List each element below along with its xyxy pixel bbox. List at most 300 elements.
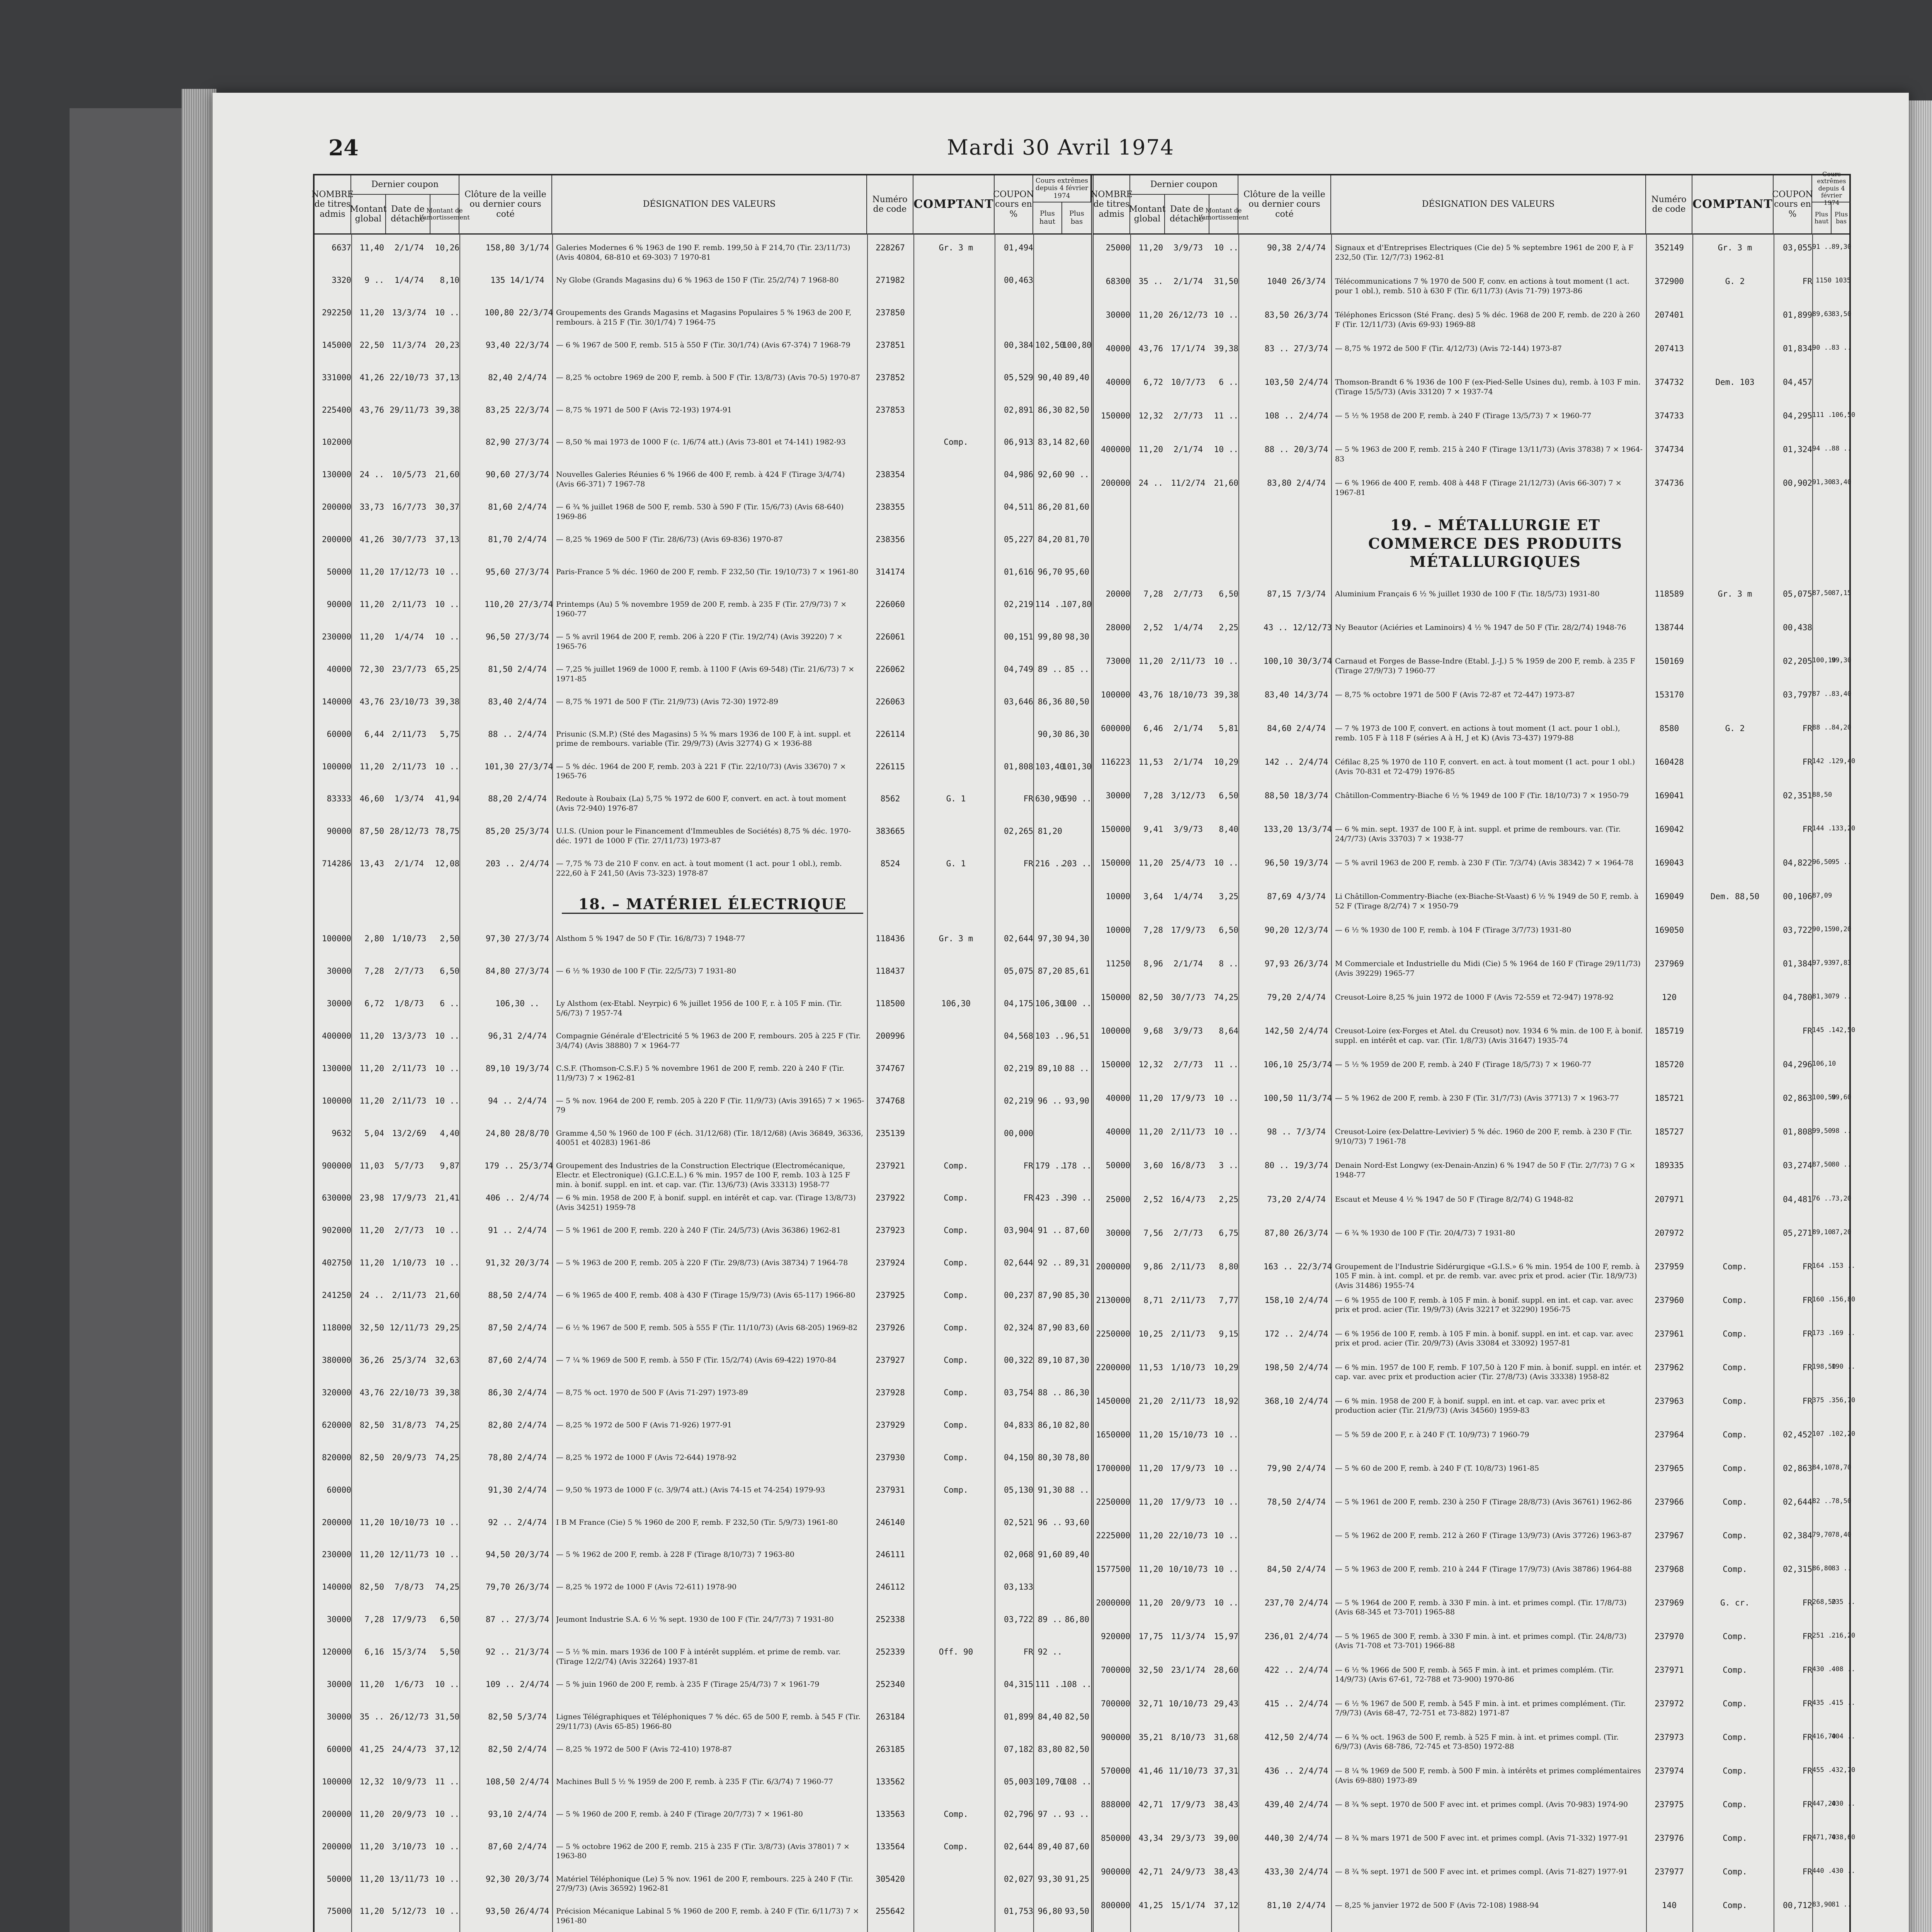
- header-designation: DÉSIGNATION DES VALEURS: [552, 175, 867, 233]
- cell-code: 237923: [876, 1226, 905, 1235]
- cell-titres: 150000: [1101, 1060, 1130, 1070]
- cell-titres: 116223: [1101, 757, 1130, 767]
- cell-mont2: 10 ..: [435, 1680, 459, 1689]
- cell-clot: 433,30 2/4/74: [1264, 1867, 1328, 1876]
- cell-desig: — 6 ¾ % 1930 de 100 F (Tir. 20/4/73) 7 1931-80: [1335, 1228, 1515, 1237]
- cell-clot: 93,10 2/4/74: [488, 1809, 547, 1819]
- page-date: Mardi 30 Avril 1974: [947, 135, 1175, 160]
- cell-clot: 108,50 2/4/74: [485, 1777, 549, 1786]
- cell-clot: 106,30 ..: [495, 999, 539, 1008]
- cell-code: 237965: [1655, 1463, 1684, 1473]
- cell-titres: 700000: [1101, 1665, 1130, 1675]
- cell-desig: — 5 % 1962 de 200 F, remb. à 228 F (Tirage 8/10/73) 7 1963-80: [556, 1550, 794, 1559]
- cell-mont2: 10 ..: [435, 632, 459, 641]
- table-row: [1094, 757, 1855, 791]
- cell-comptant: Comp.: [1723, 1631, 1747, 1641]
- cell-comptant: Comp.: [944, 1258, 968, 1268]
- header-plus-bas: Plus bas: [1069, 209, 1084, 226]
- cell-bas: 169 ..: [1832, 1329, 1855, 1337]
- cell-titres: 920000: [1101, 1631, 1130, 1641]
- cell-desig: Téléphones Ericsson (Sté Franç. des) 5 % déc. 1968 de 200 F, remb. de 220 à 260 F (Tir. 12/11/73) (Avis 69-93) 1969-88: [1335, 311, 1640, 329]
- cell-montant: 11,20: [359, 1809, 384, 1819]
- cell-date: 2/7/73: [1173, 589, 1203, 599]
- cell-titres: 100000: [322, 1777, 351, 1786]
- cell-code: 140: [1662, 1900, 1677, 1910]
- cell-titres: 150000: [1101, 993, 1130, 1002]
- cell-comptant: 106,30: [941, 999, 971, 1008]
- cell-montant: 41,25: [359, 1744, 384, 1754]
- cell-montant: 12,32: [359, 1777, 384, 1786]
- cell-desig: — 5 % 60 de 200 F, remb. à 240 F (T. 10/8/73) 1961-85: [1335, 1464, 1539, 1473]
- cell-clot: 81,60 2/4/74: [488, 502, 547, 512]
- cell-mont2: 39,00: [1214, 1833, 1238, 1843]
- cell-clot: 440,30 2/4/74: [1264, 1833, 1328, 1843]
- cell-mont2: 8,80: [1219, 1262, 1238, 1271]
- table-row: [1094, 1362, 1855, 1396]
- table-row: [1094, 1497, 1852, 1531]
- cell-montant: 11,20: [1138, 1598, 1163, 1607]
- cell-clot: 81,50 2/4/74: [488, 664, 547, 674]
- cell-titres: 200000: [322, 1842, 351, 1851]
- table-row: [315, 999, 1091, 1031]
- cell-montant: 11,20: [1138, 1430, 1163, 1439]
- cell-date: 29/3/73: [1171, 1833, 1206, 1843]
- cell-cours: 02,863: [1783, 1094, 1812, 1103]
- cell-date: 17/9/73: [1171, 925, 1206, 935]
- cell-cours: 03,797: [1783, 690, 1812, 700]
- cell-desig: Jeumont Industrie S.A. 6 ½ % sept. 1930 de 100 F (Tir. 24/7/73) 7 1931-80: [556, 1615, 834, 1624]
- cell-desig: — 6 % min. 1958 de 200 F, à bonif. suppl. en intérêt et cap. var. (Tirage 13/8/73) (Avis 34251) 1959-78: [556, 1194, 856, 1212]
- cell-mont2: 11 ..: [1214, 1060, 1238, 1070]
- cell-clot: 79,20 2/4/74: [1267, 993, 1326, 1002]
- cell-mont2: 10 ..: [435, 1809, 459, 1819]
- cell-desig: — 5 % 1963 de 200 F, remb. 215 à 240 F (Tirage 13/11/73) (Avis 37838) 7 × 1964-83: [1335, 445, 1643, 463]
- cell-titres: 60000: [327, 1485, 351, 1495]
- cell-bas: 78,50: [1832, 1497, 1852, 1505]
- table-row: [1094, 1228, 1852, 1262]
- cell-titres: 100000: [322, 934, 351, 944]
- cell-date: 2/1/74: [1173, 445, 1203, 454]
- cell-bas: 79 ..: [1832, 993, 1852, 1001]
- cell-titres: 140000: [322, 1582, 351, 1592]
- cell-cours: FR: [1023, 794, 1033, 804]
- cell-bas: 78,70: [1832, 1463, 1852, 1471]
- cell-cours: FR: [1802, 825, 1812, 834]
- cell-cours: 04,568: [1004, 1031, 1033, 1041]
- cell-haut: 111 ..: [1812, 411, 1836, 419]
- cell-clot: 406 .. 2/4/74: [485, 1193, 549, 1203]
- cell-titres: 102000: [322, 437, 351, 447]
- cell-mont2: 10 ..: [435, 1096, 459, 1105]
- cell-desig: — 5 % nov. 1964 de 200 F, remb. 205 à 220 F (Tir. 11/9/73) (Avis 39165) 7 × 1965-79: [556, 1096, 864, 1115]
- cell-titres: 68300: [1105, 277, 1130, 286]
- table-row: [315, 1031, 1091, 1064]
- cell-clot: 96,50 27/3/74: [485, 632, 549, 641]
- cell-bas: 108 ..: [1062, 1680, 1092, 1689]
- cell-date: 3/12/73: [1171, 791, 1206, 801]
- cell-clot: 412,50 2/4/74: [1264, 1732, 1328, 1742]
- cell-montant: 82,50: [359, 1452, 384, 1462]
- cell-bas: 98 ..: [1832, 1127, 1852, 1135]
- cell-haut: 87,50: [1812, 589, 1832, 597]
- cell-cours: 02,521: [1004, 1517, 1033, 1527]
- cell-desig: Redoute à Roubaix (La) 5,75 % 1972 de 600 F, convert. en act. à tout moment (Avis 72-940) 1976-87: [556, 794, 846, 813]
- cell-code: 185721: [1655, 1094, 1684, 1103]
- cell-mont2: 5,81: [1219, 724, 1238, 733]
- cell-desig: — 8,25 % 1972 de 1000 F (Avis 72-644) 1978-92: [556, 1453, 737, 1462]
- cell-montant: 43,76: [359, 697, 384, 706]
- cell-haut: 87,90: [1037, 1323, 1062, 1333]
- cell-clot: 97,30 27/3/74: [485, 934, 549, 944]
- cell-montant: 11,20: [359, 600, 384, 609]
- cell-haut: 97 ..: [1037, 1809, 1062, 1819]
- cell-haut: 179 ..: [1035, 1161, 1065, 1170]
- cell-date: 23/7/73: [392, 664, 427, 674]
- cell-montant: 43,76: [359, 405, 384, 415]
- table-row: [1094, 1463, 1852, 1497]
- cell-mont2: 10 ..: [435, 1874, 459, 1884]
- cell-mont2: 10 ..: [435, 1226, 459, 1235]
- cell-cours: 03,722: [1783, 925, 1812, 935]
- cell-titres: 30000: [1105, 1228, 1130, 1238]
- cell-code: 8562: [880, 794, 900, 804]
- cell-montant: 43,34: [1138, 1833, 1163, 1843]
- cell-cours: FR: [1023, 859, 1033, 869]
- table-row: [315, 632, 1091, 665]
- cell-clot: 203 .. 2/4/74: [485, 859, 549, 869]
- cell-haut: 86,20: [1037, 502, 1062, 512]
- cell-bas: 85,61: [1065, 966, 1089, 976]
- table-row: [315, 567, 1091, 600]
- cell-mont2: 10 ..: [435, 1031, 459, 1041]
- cell-haut: 87,90: [1037, 1291, 1062, 1300]
- cell-haut: 142 ..: [1812, 757, 1836, 765]
- cell-clot: 179 .. 25/3/74: [485, 1161, 553, 1170]
- cell-comptant: Dem. 103: [1715, 378, 1755, 387]
- cell-montant: 7,56: [1143, 1228, 1163, 1238]
- cell-montant: 42,71: [1138, 1867, 1163, 1876]
- cell-desig: I B M France (Cie) 5 % 1960 de 200 F, remb. F 232,50 (Tir. 5/9/73) 1961-80: [556, 1518, 838, 1527]
- cell-mont2: 78,75: [435, 827, 459, 836]
- cell-titres: 40000: [1105, 344, 1130, 354]
- cell-code: 237967: [1655, 1531, 1684, 1540]
- cell-mont2: 10 ..: [1214, 1094, 1238, 1103]
- cell-cours: 02,891: [1004, 405, 1033, 415]
- cell-cours: FR: [1802, 1362, 1812, 1372]
- cell-code: 271982: [876, 275, 905, 285]
- cell-clot: 198,50 2/4/74: [1264, 1362, 1328, 1372]
- cell-bas: 96,51: [1065, 1031, 1089, 1041]
- cell-titres: 600000: [1101, 724, 1130, 733]
- cell-haut: 89,10: [1812, 1228, 1832, 1236]
- cell-comptant: Comp.: [1723, 1867, 1747, 1876]
- cell-clot: 101,30 27/3/74: [485, 762, 553, 771]
- cell-code: 314174: [876, 567, 905, 577]
- cell-clot: 87,15 7/3/74: [1267, 589, 1326, 599]
- cell-desig: Machines Bull 5 ½ % 1959 de 200 F, remb. à 235 F (Tir. 6/3/74) 7 1960-77: [556, 1777, 833, 1786]
- cell-montant: 2,80: [364, 934, 384, 944]
- cell-clot: 90,20 12/3/74: [1264, 925, 1328, 935]
- cell-cours: 02,384: [1783, 1531, 1812, 1540]
- cell-desig: — 5 ½ % 1959 de 200 F, remb. à 240 F (Tirage 18/5/73) 7 × 1960-77: [1335, 1060, 1592, 1069]
- cell-bas: 590 ..: [1062, 794, 1092, 804]
- cell-comptant: Comp.: [944, 1388, 968, 1397]
- cell-desig: Ly Alsthom (ex-Etabl. Neyrpic) 6 % juillet 1956 de 100 F, r. à 105 F min. (Tir. 5/6/73) 7 1957-74: [556, 999, 842, 1017]
- cell-comptant: Comp.: [944, 1452, 968, 1462]
- cell-bas: 93,90: [1065, 1096, 1089, 1105]
- cell-mont2: 30,37: [435, 502, 459, 512]
- cell-clot: 142,50 2/4/74: [1264, 1026, 1328, 1036]
- table-row: [1094, 1329, 1855, 1363]
- cell-desig: Ny Globe (Grands Magasins du) 6 % 1963 de 150 F (Tir. 25/2/74) 7 1968-80: [556, 276, 839, 284]
- header-montant-amort: Montant de l'amortissement: [430, 195, 459, 233]
- cell-clot: 98 .. 7/3/74: [1267, 1127, 1326, 1137]
- cell-date: 10/5/73: [392, 470, 427, 480]
- cell-cours: FR: [1802, 1867, 1812, 1876]
- cell-code: 237925: [876, 1291, 905, 1300]
- table-row: [315, 600, 1091, 632]
- cell-montant: 11,20: [1138, 1531, 1163, 1540]
- cell-bas: 203 ..: [1062, 859, 1092, 869]
- cell-date: 15/3/74: [392, 1647, 427, 1657]
- table-row: [315, 665, 1091, 697]
- cell-code: 226061: [876, 632, 905, 641]
- table-row: [315, 437, 1091, 470]
- cell-comptant: Off. 90: [939, 1647, 973, 1657]
- cell-mont2: 5,75: [440, 729, 459, 739]
- cell-titres: 400000: [1101, 445, 1130, 454]
- cell-haut: 90,40: [1037, 372, 1062, 382]
- cell-desig: — 8,25 % 1972 de 1000 F (Avis 72-611) 1978-90: [556, 1583, 737, 1592]
- cell-cours: 02,644: [1004, 1258, 1033, 1268]
- cell-clot: 103,50 2/4/74: [1264, 378, 1328, 387]
- header-plus-bas: Plus bas: [1834, 210, 1848, 225]
- cell-cours: 04,315: [1004, 1680, 1033, 1689]
- cell-mont2: 10 ..: [1214, 1598, 1238, 1607]
- cell-montant: 12,32: [1138, 1060, 1163, 1070]
- cell-haut: 216 ..: [1035, 859, 1065, 869]
- cell-code: 237975: [1655, 1799, 1684, 1809]
- cell-mont2: 74,25: [435, 1582, 459, 1592]
- cell-code: 263184: [876, 1712, 905, 1721]
- table-row: [315, 1064, 1091, 1096]
- cell-desig: — 7,75 % 73 de 210 F conv. en act. à tout moment (1 act. pour 1 obl.), remb. 222,60 à F 241,50 (Avis 73-323) 1978-87: [556, 859, 842, 878]
- table-row: [315, 470, 1091, 502]
- cell-haut: 82 ..: [1812, 1497, 1832, 1505]
- cell-mont2: 10 ..: [1214, 656, 1238, 666]
- cell-comptant: Comp.: [1723, 1833, 1747, 1843]
- page-stack-right: [1909, 100, 1932, 1932]
- cell-montant: 11,20: [359, 1096, 384, 1105]
- cell-date: 11/3/74: [392, 340, 427, 350]
- cell-haut: 455 ..: [1812, 1766, 1836, 1774]
- cell-desig: — 5 % avril 1964 de 200 F, remb. 206 à 220 F (Tir. 19/2/74) (Avis 39220) 7 × 1965-76: [556, 632, 843, 651]
- cell-date: 2/11/73: [1171, 1127, 1206, 1137]
- cell-date: 13/11/73: [389, 1874, 429, 1884]
- cell-date: 2/11/73: [392, 600, 427, 609]
- header-cloture: Clôture de la veille ou dernier cours coté: [1238, 175, 1331, 233]
- cell-cours: 00,106: [1783, 892, 1812, 901]
- cell-titres: 60000: [327, 1744, 351, 1754]
- cell-cours: 02,644: [1004, 934, 1033, 944]
- cell-cours: FR: [1023, 1193, 1033, 1203]
- table-row: [1094, 1833, 1855, 1867]
- cell-code: 237961: [1655, 1329, 1684, 1338]
- cell-cours: FR: [1802, 724, 1812, 733]
- cell-code: 237960: [1655, 1295, 1684, 1305]
- cell-cours: 00,712: [1783, 1900, 1812, 1910]
- cell-cours: 01,324: [1783, 445, 1812, 454]
- cell-clot: 85,20 25/3/74: [485, 827, 549, 836]
- table-row: [1094, 1564, 1852, 1598]
- cell-montant: 11,20: [1138, 1497, 1163, 1507]
- cell-cours: 05,003: [1004, 1777, 1033, 1786]
- cell-date: 24/9/73: [1171, 1867, 1206, 1876]
- cell-desig: — 6 % min. sept. 1937 de 100 F, à int. suppl. et prime de rembours. var. (Tir. 24/7/73) (Avis 33703) 7 × 1938-77: [1335, 825, 1621, 843]
- cell-bas: 88 ..: [1065, 1063, 1089, 1073]
- table-row: [315, 308, 1091, 340]
- cell-clot: 133,20 13/3/74: [1264, 825, 1332, 834]
- cell-comptant: Comp.: [944, 1485, 968, 1495]
- cell-haut: 109,70: [1035, 1777, 1065, 1786]
- cell-haut: 89,10: [1037, 1355, 1062, 1365]
- cell-mont2: 74,25: [435, 1420, 459, 1430]
- table-row: [1094, 858, 1852, 892]
- cell-bas: 101,30: [1062, 762, 1092, 771]
- cell-code: 207972: [1655, 1228, 1684, 1238]
- cell-mont2: 10 ..: [435, 1550, 459, 1560]
- cell-bas: 87,20: [1832, 1228, 1852, 1236]
- cell-clot: 83,50 26/3/74: [1264, 310, 1328, 320]
- cell-code: 169049: [1655, 892, 1684, 901]
- cell-titres: 30000: [327, 999, 351, 1008]
- cell-cours: 05,075: [1783, 589, 1812, 599]
- cell-clot: 237,70 2/4/74: [1264, 1598, 1328, 1607]
- cell-cours: 04,780: [1783, 993, 1812, 1002]
- cell-cours: 00,438: [1783, 623, 1812, 633]
- cell-bas: 415 ..: [1832, 1699, 1855, 1707]
- cell-comptant: Comp.: [1723, 1900, 1747, 1910]
- cell-date: 2/7/73: [395, 966, 424, 976]
- cell-comptant: Comp.: [1723, 1766, 1747, 1776]
- table-row: [315, 1096, 1091, 1129]
- cell-desig: — 6 % 1956 de 100 F, remb. à 105 F min. à bonif. suppl. en int. et cap. var. avec prix et prod. acier (Tir. 20/9/73) (Avis 33084 et 33092) 1957-81: [1335, 1329, 1633, 1348]
- cell-cours: 00,151: [1004, 632, 1033, 641]
- cell-mont2: 10 ..: [1214, 858, 1238, 868]
- cell-date: 1/6/73: [395, 1680, 424, 1689]
- cell-comptant: Comp.: [1723, 1699, 1747, 1708]
- cell-clot: 81,10 2/4/74: [1267, 1900, 1326, 1910]
- cell-clot: 80 .. 19/3/74: [1264, 1161, 1328, 1170]
- cell-montant: 72,30: [359, 664, 384, 674]
- cell-cours: 03,904: [1004, 1226, 1033, 1235]
- cell-clot: 158,10 2/4/74: [1264, 1295, 1328, 1305]
- cell-bas: 85 ..: [1065, 664, 1089, 674]
- left-table: [311, 175, 1094, 1932]
- cell-clot: 91,32 20/3/74: [485, 1258, 549, 1268]
- cell-mont2: 28,60: [1214, 1665, 1238, 1675]
- cell-bas: 106,50: [1832, 411, 1855, 419]
- table-row: [315, 1582, 1091, 1615]
- cell-clot: 82,90 27/3/74: [485, 437, 549, 447]
- cell-date: 25/4/73: [1171, 858, 1206, 868]
- cell-date: 1/4/74: [395, 632, 424, 641]
- cell-code: 372900: [1655, 277, 1684, 286]
- cell-date: 29/11/73: [389, 405, 429, 415]
- cell-haut: 87,09: [1812, 892, 1832, 900]
- cell-montant: 11,20: [1138, 656, 1163, 666]
- cell-haut: 160 ..: [1812, 1295, 1836, 1303]
- cell-mont2: 18,92: [1214, 1396, 1238, 1406]
- header-nombre: NOMBRE de titres admis: [1094, 175, 1130, 233]
- cell-titres: 30000: [327, 966, 351, 976]
- cell-mont2: 12,08: [435, 859, 459, 869]
- cell-montant: 9,86: [1143, 1262, 1163, 1271]
- column-headers-left: [311, 175, 1091, 235]
- cell-code: 238355: [876, 502, 905, 512]
- cell-titres: 570000: [1101, 1766, 1130, 1776]
- table-row: [315, 827, 1091, 859]
- table-row: [315, 1518, 1091, 1550]
- cell-clot: 87,69 4/3/74: [1267, 892, 1326, 901]
- cell-titres: 40000: [1105, 1094, 1130, 1103]
- table-row: [1094, 378, 1849, 411]
- cell-mont2: 2,50: [440, 934, 459, 944]
- cell-date: 11/3/74: [1171, 1631, 1206, 1641]
- cell-haut: 96,80: [1037, 1906, 1062, 1916]
- table-row: [315, 243, 1091, 276]
- cell-bas: 93 ..: [1065, 1809, 1089, 1819]
- cell-haut: 430 ..: [1812, 1665, 1836, 1673]
- cell-titres: 380000: [322, 1355, 351, 1365]
- cell-clot: 110,20 27/3/74: [485, 600, 553, 609]
- table-row: [315, 966, 1091, 999]
- cell-clot: 83,80 2/4/74: [1267, 478, 1326, 488]
- cell-desig: — 8,75 % 1972 de 500 F (Tir. 4/12/73) (Avis 72-144) 1973-87: [1335, 344, 1562, 353]
- cell-desig: Matériel Téléphonique (Le) 5 % nov. 1961 de 200 F, rembours. 225 à 240 F (Tir. 27/9/73) (Avis 36592) 1962-81: [556, 1874, 853, 1893]
- cell-clot: 82,40 2/4/74: [488, 372, 547, 382]
- cell-haut: 96 ..: [1037, 1096, 1062, 1105]
- cell-haut: 89,10: [1037, 1063, 1062, 1073]
- table-row: [315, 1420, 1091, 1453]
- cell-titres: 800000: [1101, 1900, 1130, 1910]
- cell-haut: 92 ..: [1037, 1647, 1062, 1657]
- cell-haut: 87 ..: [1812, 690, 1832, 698]
- cell-mont2: 31,50: [435, 1712, 459, 1721]
- table-row: [1094, 1732, 1855, 1766]
- cell-comptant: Comp.: [944, 1842, 968, 1851]
- cell-titres: 900000: [1101, 1732, 1130, 1742]
- cell-bas: 99,30: [1832, 656, 1852, 665]
- cell-titres: 200000: [322, 1809, 351, 1819]
- cell-titres: 40000: [1105, 1127, 1130, 1137]
- cell-code: 226062: [876, 664, 905, 674]
- cell-date: 30/7/73: [392, 535, 427, 544]
- cell-montant: 35 ..: [359, 1712, 384, 1721]
- cell-code: 237928: [876, 1388, 905, 1397]
- cell-haut: 80,30: [1037, 1452, 1062, 1462]
- cell-cours: 01,808: [1783, 1127, 1812, 1137]
- table-row: [315, 1550, 1091, 1582]
- cell-date: 1/4/74: [395, 275, 424, 285]
- cell-date: 2/11/73: [392, 1291, 427, 1300]
- cell-mont2: 10 ..: [435, 762, 459, 771]
- cell-bas: 108 ..: [1062, 1777, 1092, 1786]
- cell-date: 2/11/73: [1171, 656, 1206, 666]
- cell-date: 7/8/73: [395, 1582, 424, 1592]
- cell-clot: 92 .. 21/3/74: [485, 1647, 549, 1657]
- header-montant-amort: Montant de l'amortissement: [1209, 195, 1238, 233]
